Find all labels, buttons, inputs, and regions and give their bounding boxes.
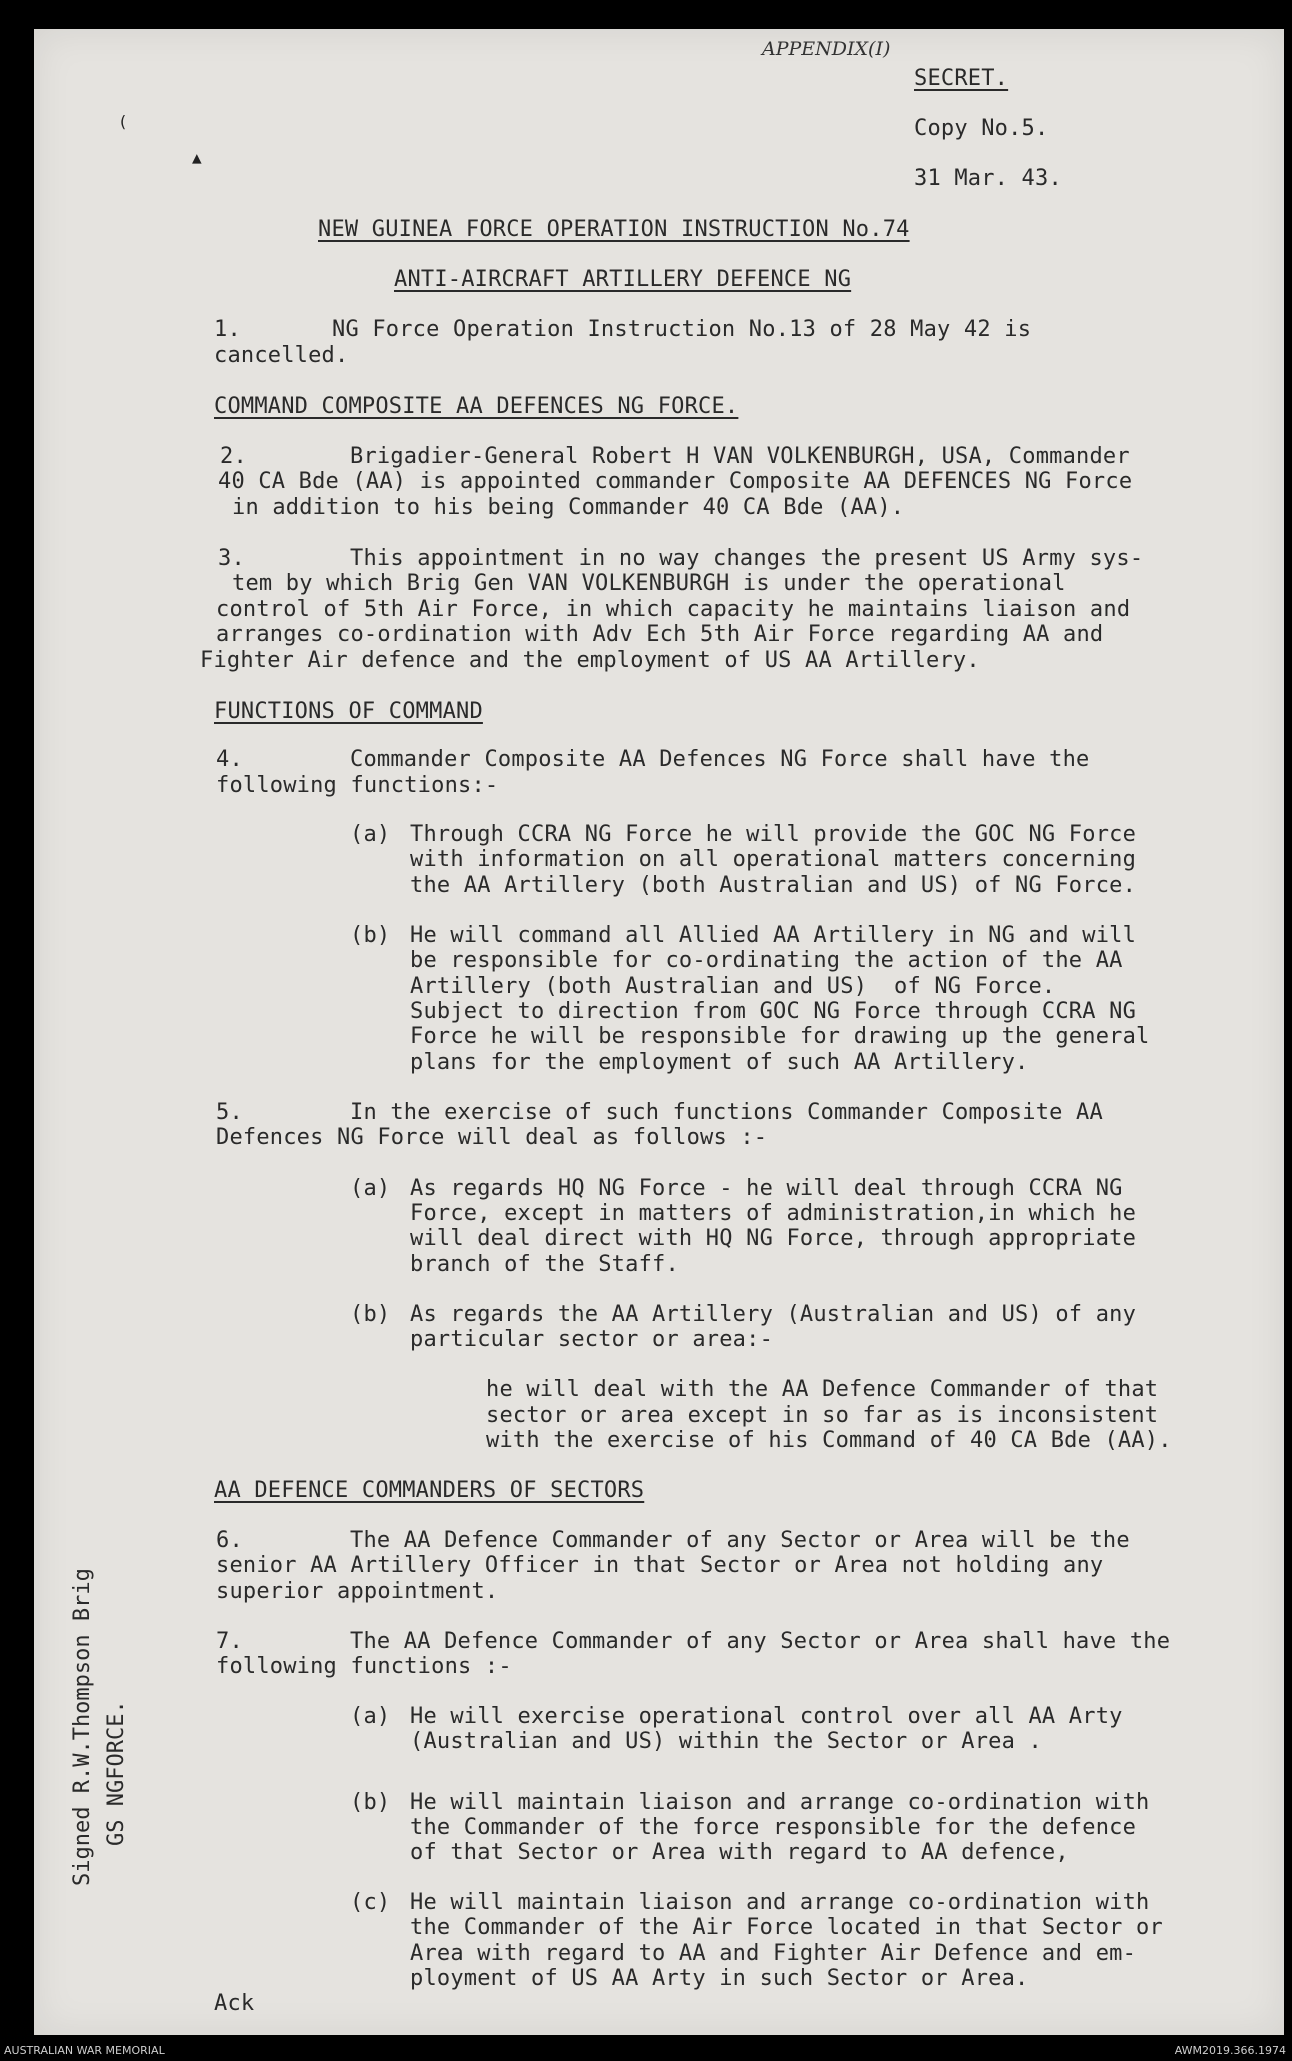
- section-heading: FUNCTIONS OF COMMAND: [214, 699, 483, 724]
- subpara-text: Area with regard to AA and Fighter Air Defence and em-: [410, 1941, 1137, 1966]
- para-number: 4.: [216, 747, 243, 772]
- subpara-text: he will deal with the AA Defence Commander of that: [486, 1377, 1159, 1402]
- subpara-text: As regards HQ NG Force - he will deal through CCRA NG: [410, 1176, 1123, 1201]
- catchword: Ack: [214, 1991, 255, 2016]
- para-text: following functions :-: [216, 1654, 512, 1679]
- para-text: The AA Defence Commander of any Sector or Area shall have the: [350, 1629, 1171, 1654]
- subpara-label: (a): [350, 1176, 391, 1201]
- subpara-text: (Australian and US) within the Sector or Area .: [410, 1729, 1042, 1754]
- subpara-text: with information on all operational matters concerning: [410, 847, 1137, 872]
- subpara-text: ployment of US AA Arty in such Sector or Area.: [410, 1966, 1029, 1991]
- copy-number: Copy No.5.: [914, 116, 1049, 141]
- para-text: in addition to his being Commander 40 CA Bde (AA).: [232, 495, 905, 520]
- para-text: Defences NG Force will deal as follows :-: [216, 1125, 768, 1150]
- ink-mark: ▲: [192, 148, 202, 167]
- document-subtitle: ANTI-AIRCRAFT ARTILLERY DEFENCE NG: [394, 267, 852, 292]
- para-text: 40 CA Bde (AA) is appointed commander Composite AA DEFENCES NG Force: [218, 469, 1133, 494]
- subpara-label: (b): [350, 1790, 391, 1815]
- subpara-text: the Commander of the force responsible for the defence: [410, 1815, 1137, 1840]
- para-text: cancelled.: [214, 343, 349, 368]
- subpara-text: He will command all Allied AA Artillery in NG and will: [410, 923, 1137, 948]
- subpara-text: Force he will be responsible for drawing up the general: [410, 1024, 1150, 1049]
- section-heading: AA DEFENCE COMMANDERS OF SECTORS: [214, 1478, 645, 1503]
- subpara-label: (c): [350, 1890, 391, 1915]
- subpara-label: (a): [350, 822, 391, 847]
- subpara-text: He will maintain liaison and arrange co-ordination with: [410, 1890, 1150, 1915]
- para-text: This appointment in no way changes the present US Army sys-: [350, 546, 1144, 571]
- section-heading: COMMAND COMPOSITE AA DEFENCES NG FORCE.: [214, 394, 739, 419]
- subpara-text: He will exercise operational control over all AA Arty: [410, 1704, 1123, 1729]
- para-text: tem by which Brig Gen VAN VOLKENBURGH is under the operational: [232, 571, 1066, 596]
- para-text: Commander Composite AA Defences NG Force shall have the: [350, 747, 1090, 772]
- footer: [0, 2035, 1292, 2061]
- para-number: 3.: [218, 546, 245, 571]
- para-number: 7.: [216, 1629, 243, 1654]
- para-number: 6.: [216, 1528, 243, 1553]
- para-number: 1.: [214, 317, 241, 342]
- subpara-text: particular sector or area:-: [410, 1327, 774, 1352]
- para-text: Fighter Air defence and the employment of US AA Artillery.: [200, 648, 980, 673]
- subpara-text: He will maintain liaison and arrange co-ordination with: [410, 1790, 1150, 1815]
- ink-mark: (: [118, 112, 128, 131]
- document-date: 31 Mar. 43.: [914, 166, 1062, 191]
- subpara-text: plans for the employment of such AA Artillery.: [410, 1050, 1029, 1075]
- signature-block: [64, 1568, 129, 1886]
- para-text: arranges co-ordination with Adv Ech 5th Air Force regarding AA and: [216, 622, 1104, 647]
- subpara-text: with the exercise of his Command of 40 CA Bde (AA).: [486, 1428, 1172, 1453]
- subpara-text: Subject to direction from GOC NG Force through CCRA NG: [410, 999, 1137, 1024]
- subpara-text: the Commander of the Air Force located in that Sector or: [410, 1915, 1163, 1940]
- subpara-label: (b): [350, 923, 391, 948]
- document-title: NEW GUINEA FORCE OPERATION INSTRUCTION No.74: [318, 217, 910, 242]
- subpara-text: Through CCRA NG Force he will provide the GOC NG Force: [410, 822, 1137, 847]
- subpara-text: be responsible for co-ordinating the action of the AA: [410, 948, 1123, 973]
- appendix-note: APPENDIX(I): [762, 38, 891, 60]
- subpara-text: As regards the AA Artillery (Australian and US) of any: [410, 1302, 1137, 1327]
- para-number: 5.: [216, 1100, 243, 1125]
- para-number: 2.: [220, 444, 247, 469]
- subpara-text: Artillery (both Australian and US) of NG Force.: [410, 974, 1056, 999]
- para-text: NG Force Operation Instruction No.13 of 28 May 42 is: [332, 317, 1032, 342]
- footer-credit: AUSTRALIAN WAR MEMORIAL: [4, 2044, 165, 2057]
- footer-accession: AWM2019.366.1974: [1174, 2044, 1286, 2057]
- para-text: The AA Defence Commander of any Sector or Area will be the: [350, 1528, 1130, 1553]
- signature-line: GS NGFORCE.: [104, 1700, 129, 1846]
- subpara-text: of that Sector or Area with regard to AA defence,: [410, 1840, 1069, 1865]
- subpara-text: branch of the Staff.: [410, 1252, 679, 1277]
- subpara-label: (b): [350, 1302, 391, 1327]
- para-text: superior appointment.: [216, 1579, 499, 1604]
- subpara-label: (a): [350, 1704, 391, 1729]
- subpara-text: Force, except in matters of administration,in which he: [410, 1201, 1137, 1226]
- classification: SECRET.: [914, 66, 1009, 91]
- para-text: following functions:-: [216, 773, 499, 798]
- para-text: In the exercise of such functions Commander Composite AA: [350, 1100, 1103, 1125]
- para-text: Brigadier-General Robert H VAN VOLKENBURGH, USA, Commander: [350, 444, 1130, 469]
- para-text: senior AA Artillery Officer in that Sector or Area not holding any: [216, 1553, 1104, 1578]
- subpara-text: the AA Artillery (both Australian and US) of NG Force.: [410, 873, 1137, 898]
- para-text: control of 5th Air Force, in which capacity he maintains liaison and: [216, 597, 1131, 622]
- signature-line: Signed R.W.Thompson Brig: [70, 1568, 95, 1886]
- subpara-text: will deal direct with HQ NG Force, through appropriate: [410, 1226, 1137, 1251]
- subpara-text: sector or area except in so far as is inconsistent: [486, 1403, 1159, 1428]
